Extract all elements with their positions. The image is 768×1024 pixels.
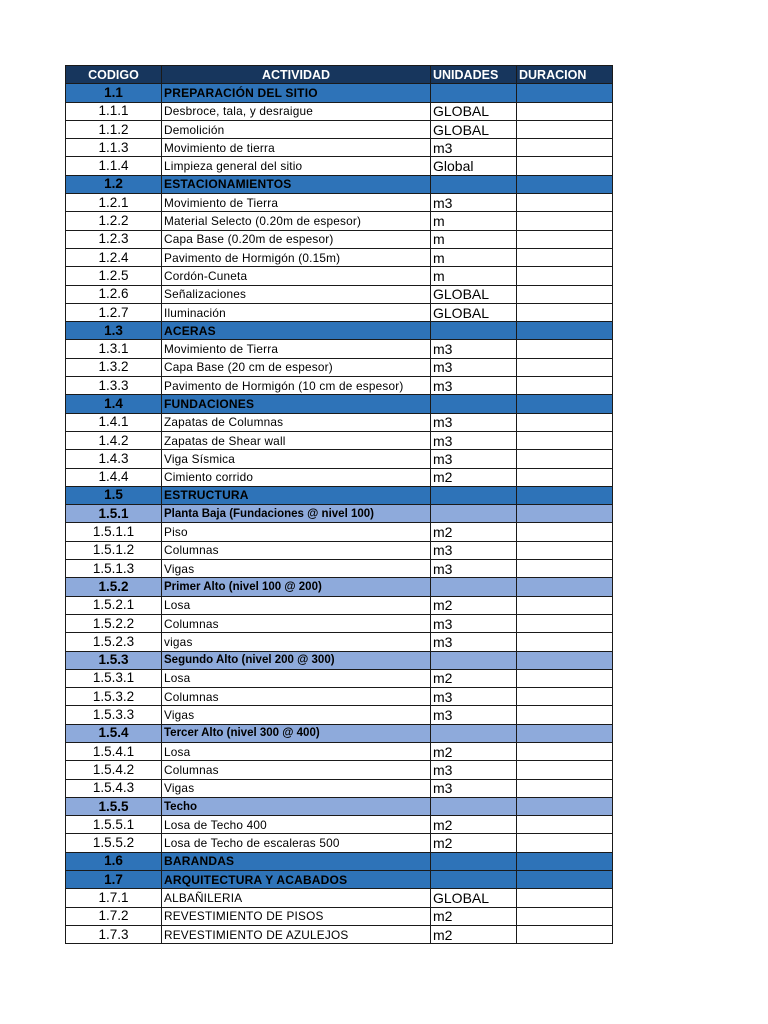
duration-cell[interactable] (517, 139, 613, 157)
table-row (66, 340, 613, 358)
duration-cell[interactable] (517, 486, 613, 504)
subsection-row (66, 578, 613, 596)
code-cell[interactable]: 1.4.3 (66, 450, 162, 468)
code-cell[interactable]: 1.2.3 (66, 230, 162, 248)
activity-cell[interactable]: Zapatas de Shear wall (162, 431, 431, 449)
duration-cell[interactable] (517, 797, 613, 815)
duration-cell[interactable] (517, 724, 613, 742)
header-activity[interactable]: ACTIVIDAD (162, 66, 431, 84)
activity-cell[interactable]: FUNDACIONES (162, 395, 431, 413)
activity-cell[interactable]: Señalizaciones (162, 285, 431, 303)
unit-cell[interactable]: m3 (431, 194, 517, 212)
activity-cell[interactable]: ALBAÑILERIA (162, 889, 431, 907)
unit-cell[interactable]: GLOBAL (431, 889, 517, 907)
duration-cell[interactable] (517, 925, 613, 943)
duration-cell[interactable] (517, 120, 613, 138)
unit-cell[interactable]: m2 (431, 468, 517, 486)
section-row (66, 871, 613, 889)
table-row (66, 688, 613, 706)
activity-cell[interactable]: Losa de Techo de escaleras 500 (162, 834, 431, 852)
unit-cell[interactable] (431, 505, 517, 523)
duration-cell[interactable] (517, 761, 613, 779)
section-row (66, 486, 613, 504)
unit-cell[interactable]: m3 (431, 541, 517, 559)
duration-cell[interactable] (517, 468, 613, 486)
activity-cell[interactable]: Cimiento corrido (162, 468, 431, 486)
table-row (66, 157, 613, 175)
code-cell[interactable]: 1.7.3 (66, 925, 162, 943)
subsection-row (66, 505, 613, 523)
table-row (66, 779, 613, 797)
table-row (66, 614, 613, 632)
activity-cell[interactable]: Zapatas de Columnas (162, 413, 431, 431)
code-cell[interactable]: 1.2.2 (66, 212, 162, 230)
code-cell[interactable]: 1.1 (66, 84, 162, 102)
unit-cell[interactable]: m (431, 212, 517, 230)
activity-cell[interactable]: ESTRUCTURA (162, 486, 431, 504)
header-row (66, 66, 613, 84)
table-row (66, 834, 613, 852)
code-cell[interactable]: 1.5.4.3 (66, 779, 162, 797)
unit-cell[interactable] (431, 852, 517, 870)
code-cell[interactable]: 1.3 (66, 322, 162, 340)
section-row (66, 84, 613, 102)
code-cell[interactable]: 1.2.1 (66, 194, 162, 212)
unit-cell[interactable]: m3 (431, 614, 517, 632)
code-cell[interactable]: 1.5.4.2 (66, 761, 162, 779)
unit-cell[interactable] (431, 175, 517, 193)
code-cell[interactable]: 1.2.5 (66, 267, 162, 285)
duration-cell[interactable] (517, 395, 613, 413)
duration-cell[interactable] (517, 322, 613, 340)
unit-cell[interactable]: m2 (431, 925, 517, 943)
subsection-row (66, 651, 613, 669)
duration-cell[interactable] (517, 230, 613, 248)
duration-cell[interactable] (517, 578, 613, 596)
activity-cell[interactable]: Limpieza general del sitio (162, 157, 431, 175)
table-body (66, 84, 613, 944)
activity-cell[interactable]: Columnas (162, 688, 431, 706)
unit-cell[interactable]: m2 (431, 596, 517, 614)
header-duration[interactable]: DURACION (517, 66, 613, 84)
activity-cell[interactable]: Segundo Alto (nivel 200 @ 300) (162, 651, 431, 669)
activity-cell[interactable]: Primer Alto (nivel 100 @ 200) (162, 578, 431, 596)
duration-cell[interactable] (517, 267, 613, 285)
code-cell[interactable]: 1.5.5.2 (66, 834, 162, 852)
unit-cell[interactable] (431, 322, 517, 340)
duration-cell[interactable] (517, 340, 613, 358)
duration-cell[interactable] (517, 175, 613, 193)
activity-cell[interactable]: Movimiento de Tierra (162, 194, 431, 212)
code-cell[interactable]: 1.3.2 (66, 358, 162, 376)
unit-cell[interactable]: m (431, 230, 517, 248)
activity-cell[interactable]: Tercer Alto (nivel 300 @ 400) (162, 724, 431, 742)
code-cell[interactable]: 1.3.3 (66, 377, 162, 395)
unit-cell[interactable]: m3 (431, 340, 517, 358)
code-cell[interactable]: 1.7.1 (66, 889, 162, 907)
duration-cell[interactable] (517, 852, 613, 870)
code-cell[interactable]: 1.4.1 (66, 413, 162, 431)
duration-cell[interactable] (517, 523, 613, 541)
activity-cell[interactable]: Losa (162, 669, 431, 687)
code-cell[interactable]: 1.5.3 (66, 651, 162, 669)
code-cell[interactable]: 1.5.5.1 (66, 816, 162, 834)
unit-cell[interactable] (431, 486, 517, 504)
unit-cell[interactable]: m3 (431, 688, 517, 706)
code-cell[interactable]: 1.5.5 (66, 797, 162, 815)
duration-cell[interactable] (517, 84, 613, 102)
unit-cell[interactable]: m3 (431, 779, 517, 797)
duration-cell[interactable] (517, 413, 613, 431)
table-row (66, 541, 613, 559)
unit-cell[interactable] (431, 797, 517, 815)
activity-cell[interactable]: Capa Base (0.20m de espesor) (162, 230, 431, 248)
table-row (66, 267, 613, 285)
table-row (66, 706, 613, 724)
code-cell[interactable]: 1.4 (66, 395, 162, 413)
activity-schedule-table (65, 65, 613, 944)
subsection-row (66, 724, 613, 742)
duration-cell[interactable] (517, 212, 613, 230)
table-row (66, 468, 613, 486)
activity-cell[interactable]: Columnas (162, 541, 431, 559)
duration-cell[interactable] (517, 303, 613, 321)
activity-cell[interactable]: Capa Base (20 cm de espesor) (162, 358, 431, 376)
code-cell[interactable]: 1.5.1.1 (66, 523, 162, 541)
code-cell[interactable]: 1.5.3.3 (66, 706, 162, 724)
table-row (66, 102, 613, 120)
activity-cell[interactable]: Pavimento de Hormigón (0.15m) (162, 248, 431, 266)
unit-cell[interactable]: m3 (431, 761, 517, 779)
code-cell[interactable]: 1.1.4 (66, 157, 162, 175)
code-cell[interactable]: 1.5.2.2 (66, 614, 162, 632)
table-row (66, 194, 613, 212)
code-cell[interactable]: 1.5.3.2 (66, 688, 162, 706)
code-cell[interactable]: 1.5.2.1 (66, 596, 162, 614)
unit-cell[interactable]: m2 (431, 816, 517, 834)
code-cell[interactable]: 1.5.2 (66, 578, 162, 596)
activity-cell[interactable]: Desbroce, tala, y desraigue (162, 102, 431, 120)
activity-cell[interactable]: REVESTIMIENTO DE PISOS (162, 907, 431, 925)
code-cell[interactable]: 1.5.1.2 (66, 541, 162, 559)
activity-cell[interactable]: Piso (162, 523, 431, 541)
duration-cell[interactable] (517, 651, 613, 669)
duration-cell[interactable] (517, 871, 613, 889)
unit-cell[interactable]: m2 (431, 834, 517, 852)
activity-cell[interactable]: Iluminación (162, 303, 431, 321)
unit-cell[interactable]: m3 (431, 377, 517, 395)
duration-cell[interactable] (517, 560, 613, 578)
table-row (66, 889, 613, 907)
duration-cell[interactable] (517, 706, 613, 724)
duration-cell[interactable] (517, 450, 613, 468)
unit-cell[interactable]: m3 (431, 706, 517, 724)
table-row (66, 377, 613, 395)
header-code[interactable]: CODIGO (66, 66, 162, 84)
table-row (66, 303, 613, 321)
duration-cell[interactable] (517, 669, 613, 687)
unit-cell[interactable]: GLOBAL (431, 285, 517, 303)
unit-cell[interactable]: m3 (431, 633, 517, 651)
table-row (66, 742, 613, 760)
duration-cell[interactable] (517, 248, 613, 266)
unit-cell[interactable]: m2 (431, 669, 517, 687)
unit-cell[interactable]: m3 (431, 560, 517, 578)
code-cell[interactable]: 1.5 (66, 486, 162, 504)
unit-cell[interactable]: m2 (431, 907, 517, 925)
duration-cell[interactable] (517, 377, 613, 395)
unit-cell[interactable]: GLOBAL (431, 303, 517, 321)
unit-cell[interactable]: m3 (431, 358, 517, 376)
activity-cell[interactable]: ARQUITECTURA Y ACABADOS (162, 871, 431, 889)
unit-cell[interactable] (431, 651, 517, 669)
section-row (66, 852, 613, 870)
table-row (66, 761, 613, 779)
duration-cell[interactable] (517, 907, 613, 925)
subsection-row (66, 797, 613, 815)
table-row (66, 907, 613, 925)
activity-cell[interactable]: Planta Baja (Fundaciones @ nivel 100) (162, 505, 431, 523)
unit-cell[interactable] (431, 871, 517, 889)
table-row (66, 212, 613, 230)
table-row (66, 925, 613, 943)
activity-cell[interactable]: Vigas (162, 560, 431, 578)
unit-cell[interactable]: m2 (431, 742, 517, 760)
activity-cell[interactable]: ACERAS (162, 322, 431, 340)
code-cell[interactable]: 1.5.4 (66, 724, 162, 742)
code-cell[interactable]: 1.4.2 (66, 431, 162, 449)
table-row (66, 560, 613, 578)
duration-cell[interactable] (517, 431, 613, 449)
code-cell[interactable]: 1.1.2 (66, 120, 162, 138)
section-row (66, 175, 613, 193)
header-units[interactable]: UNIDADES (431, 66, 517, 84)
table-row (66, 450, 613, 468)
table-row (66, 248, 613, 266)
activity-cell[interactable]: Vigas (162, 706, 431, 724)
table-row (66, 139, 613, 157)
duration-cell[interactable] (517, 889, 613, 907)
duration-cell[interactable] (517, 285, 613, 303)
duration-cell[interactable] (517, 816, 613, 834)
code-cell[interactable]: 1.6 (66, 852, 162, 870)
table-row (66, 285, 613, 303)
code-cell[interactable]: 1.5.3.1 (66, 669, 162, 687)
code-cell[interactable]: 1.5.2.3 (66, 633, 162, 651)
code-cell[interactable]: 1.2.4 (66, 248, 162, 266)
unit-cell[interactable]: m3 (431, 431, 517, 449)
activity-cell[interactable]: Viga Sísmica (162, 450, 431, 468)
code-cell[interactable]: 1.7 (66, 871, 162, 889)
duration-cell[interactable] (517, 358, 613, 376)
code-cell[interactable]: 1.7.2 (66, 907, 162, 925)
duration-cell[interactable] (517, 505, 613, 523)
activity-cell[interactable]: Material Selecto (0.20m de espesor) (162, 212, 431, 230)
duration-cell[interactable] (517, 633, 613, 651)
table-row (66, 120, 613, 138)
activity-cell[interactable]: BARANDAS (162, 852, 431, 870)
table-row (66, 230, 613, 248)
code-cell[interactable]: 1.5.1.3 (66, 560, 162, 578)
table-row (66, 523, 613, 541)
section-row (66, 322, 613, 340)
activity-cell[interactable]: Columnas (162, 761, 431, 779)
unit-cell[interactable] (431, 395, 517, 413)
activity-cell[interactable]: Movimiento de tierra (162, 139, 431, 157)
unit-cell[interactable]: m3 (431, 139, 517, 157)
code-cell[interactable]: 1.1.1 (66, 102, 162, 120)
unit-cell[interactable] (431, 578, 517, 596)
unit-cell[interactable]: GLOBAL (431, 120, 517, 138)
activity-cell[interactable]: ESTACIONAMIENTOS (162, 175, 431, 193)
unit-cell[interactable]: m2 (431, 523, 517, 541)
unit-cell[interactable]: m (431, 248, 517, 266)
activity-cell[interactable]: REVESTIMIENTO DE AZULEJOS (162, 925, 431, 943)
code-cell[interactable]: 1.4.4 (66, 468, 162, 486)
activity-cell[interactable]: Losa (162, 742, 431, 760)
table-row (66, 358, 613, 376)
unit-cell[interactable]: Global (431, 157, 517, 175)
activity-cell[interactable]: Techo (162, 797, 431, 815)
duration-cell[interactable] (517, 834, 613, 852)
table-row (66, 431, 613, 449)
code-cell[interactable]: 1.5.4.1 (66, 742, 162, 760)
unit-cell[interactable] (431, 724, 517, 742)
code-cell[interactable]: 1.2 (66, 175, 162, 193)
table-row (66, 413, 613, 431)
duration-cell[interactable] (517, 779, 613, 797)
activity-cell[interactable]: Demolición (162, 120, 431, 138)
duration-cell[interactable] (517, 541, 613, 559)
code-cell[interactable]: 1.1.3 (66, 139, 162, 157)
code-cell[interactable]: 1.2.7 (66, 303, 162, 321)
unit-cell[interactable]: m (431, 267, 517, 285)
table-row (66, 816, 613, 834)
activity-cell[interactable]: Cordón-Cuneta (162, 267, 431, 285)
code-cell[interactable]: 1.2.6 (66, 285, 162, 303)
table-row (66, 633, 613, 651)
duration-cell[interactable] (517, 102, 613, 120)
activity-cell[interactable]: vigas (162, 633, 431, 651)
duration-cell[interactable] (517, 596, 613, 614)
unit-cell[interactable]: m3 (431, 450, 517, 468)
activity-cell[interactable]: Columnas (162, 614, 431, 632)
unit-cell[interactable] (431, 84, 517, 102)
duration-cell[interactable] (517, 614, 613, 632)
activity-cell[interactable]: Losa (162, 596, 431, 614)
duration-cell[interactable] (517, 688, 613, 706)
duration-cell[interactable] (517, 194, 613, 212)
activity-cell[interactable]: Pavimento de Hormigón (10 cm de espesor) (162, 377, 431, 395)
activity-cell[interactable]: Vigas (162, 779, 431, 797)
duration-cell[interactable] (517, 157, 613, 175)
code-cell[interactable]: 1.3.1 (66, 340, 162, 358)
unit-cell[interactable]: m3 (431, 413, 517, 431)
section-row (66, 395, 613, 413)
table-row (66, 596, 613, 614)
code-cell[interactable]: 1.5.1 (66, 505, 162, 523)
activity-cell[interactable]: Losa de Techo 400 (162, 816, 431, 834)
duration-cell[interactable] (517, 742, 613, 760)
unit-cell[interactable]: GLOBAL (431, 102, 517, 120)
activity-cell[interactable]: PREPARACIÓN DEL SITIO (162, 84, 431, 102)
activity-cell[interactable]: Movimiento de Tierra (162, 340, 431, 358)
table-row (66, 669, 613, 687)
